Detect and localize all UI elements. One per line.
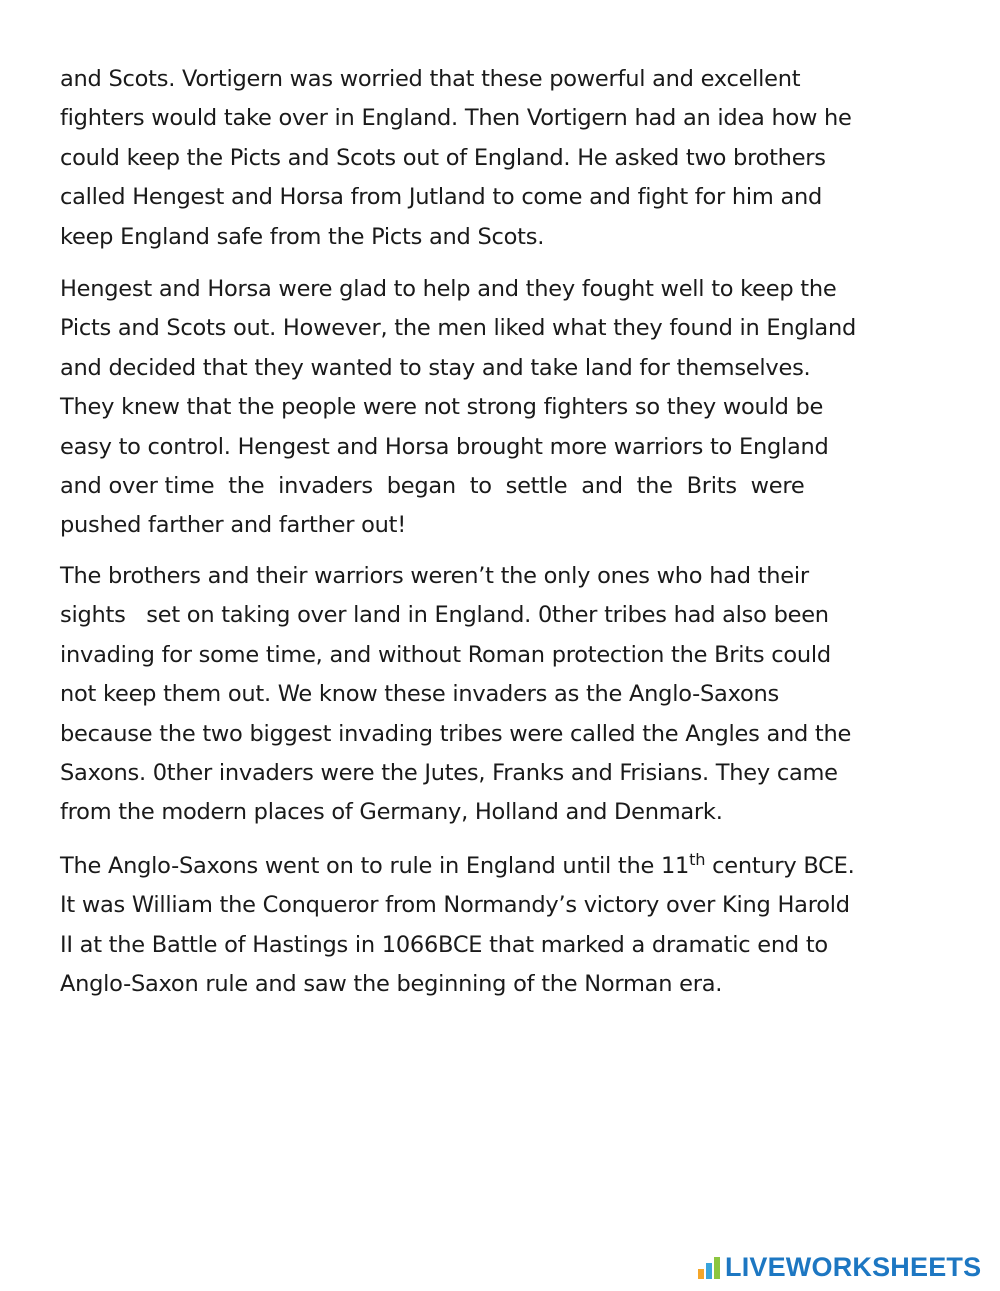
text-line: from the modern places of Germany, Holland and Denmark. — [60, 799, 723, 826]
paragraph-vortigern — [60, 60, 950, 257]
text-line: not keep them out. We know these invaders as the Anglo-Saxons — [60, 681, 779, 708]
text-line: called Hengest and Horsa from Jutland to come and fight for him and — [60, 184, 823, 211]
paragraph-anglo-saxon-invaders — [60, 557, 950, 833]
text-line: keep England safe from the Picts and Scots. — [60, 223, 545, 250]
text-line: Anglo-Saxon rule and saw the beginning of the Norman era. — [60, 970, 723, 997]
text-line: It was William the Conqueror from Normandy’s victory over King Harold — [60, 892, 850, 919]
text-line: could keep the Picts and Scots out of England. He asked two brothers — [60, 144, 826, 171]
text-line: They knew that the people were not strong fighters so they would be — [60, 394, 824, 421]
text-line — [60, 847, 950, 886]
liveworksheets-logo — [697, 1250, 981, 1284]
text-segment: century BCE. — [705, 852, 855, 879]
text-segment: The Anglo-Saxons went on to rule in England until the 11 — [60, 852, 690, 879]
paragraph-norman-conquest — [60, 847, 950, 1005]
ordinal-superscript: th — [689, 849, 706, 869]
text-line: because the two biggest invading tribes were called the Angles and the — [60, 720, 852, 747]
text-line: The brothers and their warriors weren’t the only ones who had their — [60, 562, 809, 589]
reading-passage — [60, 60, 950, 1017]
text-line: Picts and Scots out. However, the men liked what they found in England — [60, 315, 857, 342]
text-line: easy to control. Hengest and Horsa brought more warriors to England — [60, 433, 829, 460]
text-line: invading for some time, and without Roman protection the Brits could — [60, 641, 831, 668]
text-line: Saxons. 0ther invaders were the Jutes, Franks and Frisians. They came — [60, 759, 838, 786]
text-line: fighters would take over in England. Then Vortigern had an idea how he — [60, 105, 852, 132]
text-line: Hengest and Horsa were glad to help and they fought well to keep the — [60, 276, 837, 303]
text-line: and decided that they wanted to stay and take land for themselves. — [60, 354, 811, 381]
text-line: sights set on taking over land in England. 0ther tribes had also been — [60, 602, 829, 629]
text-line: pushed farther and farther out! — [60, 512, 406, 539]
paragraph-hengest-horsa — [60, 270, 950, 546]
liveworksheets-bars-icon — [697, 1255, 723, 1279]
text-line: and Scots. Vortigern was worried that these powerful and excellent — [60, 66, 801, 92]
brand-name: LIVEWORKSHEETS — [725, 1252, 982, 1282]
text-line: and over time the invaders began to settle and the Brits were — [60, 473, 805, 500]
text-line: II at the Battle of Hastings in 1066BCE that marked a dramatic end to — [60, 931, 828, 958]
